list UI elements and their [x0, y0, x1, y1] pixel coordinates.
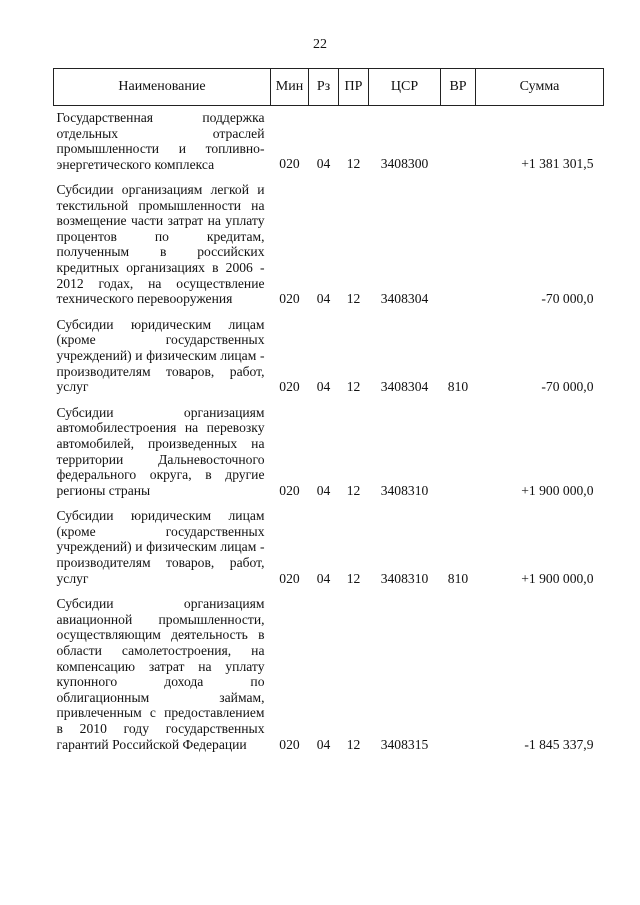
row-name: Субсидии организациям легкой и текстильной промышленности на возмещение части затрат на уплату процентов по кредитам, полученным в российских кредитных организациях в 2006 - 2012 годах, на осуществление технического перевооружения — [56, 182, 265, 307]
row-pr: 12 — [346, 570, 361, 586]
row-name: Субсидии организациям автомобилестроения на перевозку автомобилей, произведенных на территории Дальневосточного федерального округа, в другие регионы страны — [56, 404, 265, 498]
row-min: 020 — [279, 482, 300, 498]
row-min: 020 — [279, 379, 300, 395]
row-csr: 3408300 — [380, 156, 429, 172]
table-row — [54, 106, 604, 183]
row-rz: 04 — [316, 379, 331, 395]
row-csr: 3408304 — [380, 379, 429, 395]
row-sum: -70 000,0 — [541, 379, 594, 395]
table-row — [54, 182, 604, 317]
page-number: 22 — [313, 37, 327, 52]
row-pr: 12 — [346, 482, 361, 498]
row-vr — [441, 106, 476, 183]
row-name: Субсидии юридическим лицам (кроме государственных учреждений) и физическим лицам - производителям товаров, работ, услуг — [56, 316, 265, 395]
row-min: 020 — [279, 156, 300, 172]
row-rz: 04 — [316, 482, 331, 498]
row-sum: -1 845 337,9 — [524, 736, 594, 752]
column-header-csr: ЦСР — [369, 69, 441, 106]
row-sum: +1 900 000,0 — [521, 482, 594, 498]
row-csr: 3408315 — [380, 736, 429, 752]
row-name: Субсидии организациям авиационной промышленности, осуществляющим деятельность в области самолетостроения, на компенсацию затрат на уплату купонного дохода по облигационным займам, привлеченным с предоставлением в 2010 году государственных гарантий Российской Федерации — [56, 596, 265, 752]
row-min: 020 — [279, 736, 300, 752]
row-min: 020 — [279, 570, 300, 586]
column-header-vr: ВР — [441, 69, 476, 106]
column-header-name: Наименование — [54, 69, 271, 106]
table-row — [54, 405, 604, 509]
row-vr — [441, 596, 476, 762]
row-pr: 12 — [346, 736, 361, 752]
row-sum: -70 000,0 — [541, 291, 594, 307]
row-rz: 04 — [316, 736, 331, 752]
column-header-rz: Рз — [309, 69, 339, 106]
row-pr: 12 — [346, 379, 361, 395]
row-csr: 3408310 — [380, 482, 429, 498]
column-header-pr: ПР — [339, 69, 369, 106]
row-csr: 3408310 — [380, 570, 429, 586]
row-rz: 04 — [316, 156, 331, 172]
row-rz: 04 — [316, 570, 331, 586]
row-sum: +1 381 301,5 — [521, 156, 594, 172]
budget-table — [53, 68, 604, 762]
table-row — [54, 317, 604, 405]
row-name: Субсидии юридическим лицам (кроме государственных учреждений) и физическим лицам - производителям товаров, работ, услуг — [56, 508, 265, 586]
table-row — [54, 596, 604, 762]
table-header-row — [54, 69, 604, 106]
row-vr: 810 — [447, 570, 469, 586]
row-vr: 810 — [447, 379, 469, 395]
column-header-sum: Сумма — [476, 69, 604, 106]
table-row — [54, 508, 604, 596]
row-csr: 3408304 — [380, 291, 429, 307]
column-header-min: Мин — [271, 69, 309, 106]
row-vr — [441, 405, 476, 509]
row-min: 020 — [279, 291, 300, 307]
row-pr: 12 — [346, 156, 361, 172]
row-rz: 04 — [316, 291, 331, 307]
row-name: Государственная поддержка отдельных отраслей промышленности и топливно-энергетического комплекса — [56, 110, 265, 172]
row-pr: 12 — [346, 291, 361, 307]
row-vr — [441, 182, 476, 317]
row-sum: +1 900 000,0 — [521, 570, 594, 586]
